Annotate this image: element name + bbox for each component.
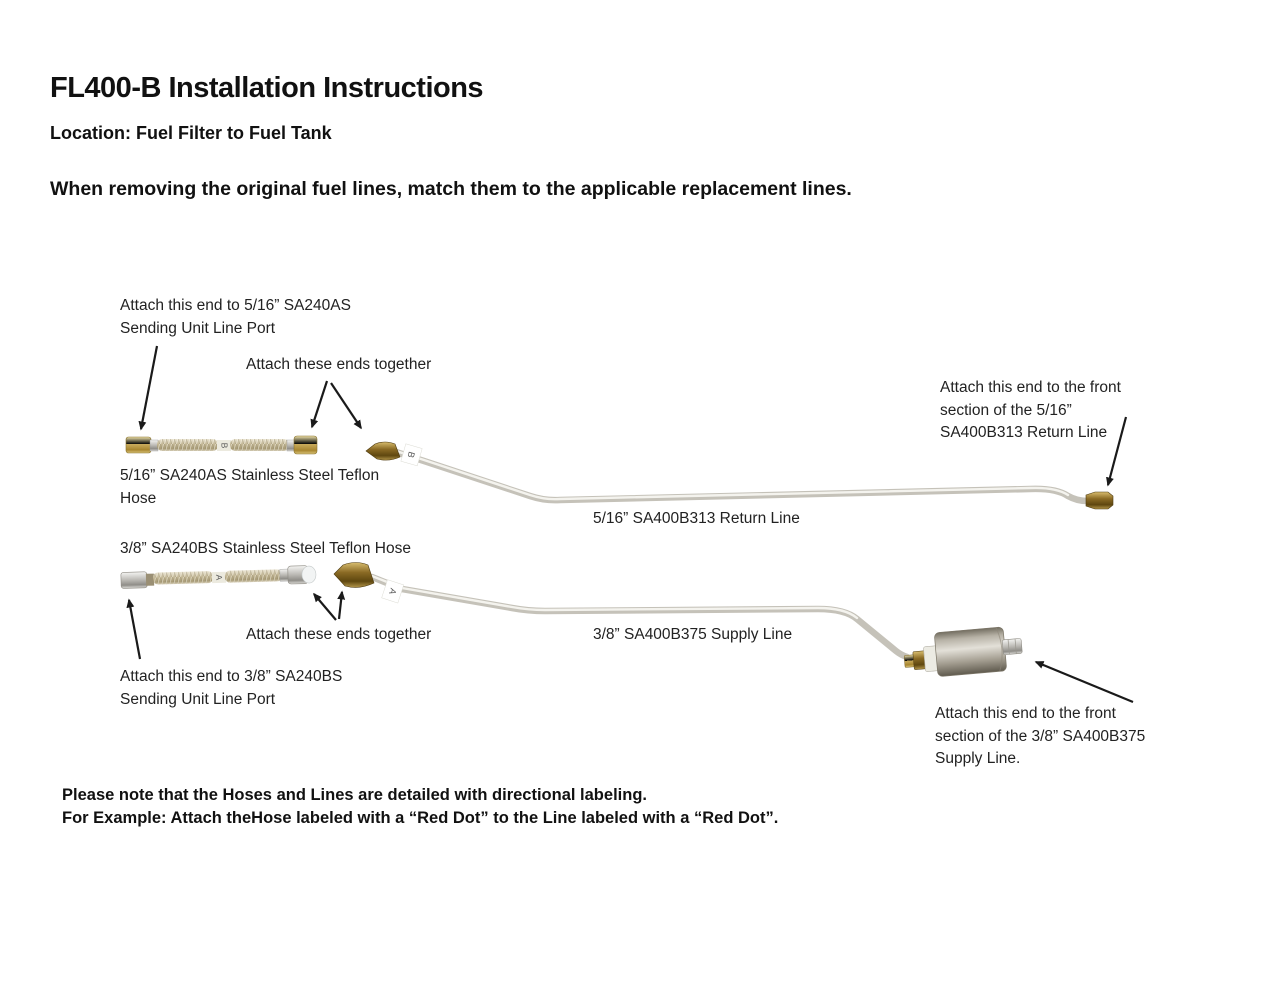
callout-line: Supply Line. — [935, 750, 1021, 767]
label-return-line: 5/16” SA400B313 Return Line — [593, 510, 800, 527]
supply-line-fitting-front — [334, 563, 374, 588]
callout-attach-together-top: Attach these ends together — [246, 356, 432, 373]
hose1-left-fitting — [126, 437, 151, 453]
callout-line: SA400B313 Return Line — [940, 424, 1108, 441]
arrow-attach-bottom-left — [314, 594, 336, 620]
page-title: FL400-B Installation Instructions — [50, 72, 484, 104]
arrow-return-line-end — [1108, 417, 1126, 485]
callout-line: Attach this end to 5/16” SA240AS — [120, 297, 351, 314]
return-line-fitting-end — [1086, 492, 1113, 509]
callout-line: Attach this end to the front — [940, 379, 1121, 396]
arrow-attach-top-right — [331, 383, 361, 428]
label-line: 5/16” SA240AS Stainless Steel Teflon — [120, 467, 380, 484]
supply-line-graphic — [334, 563, 1024, 680]
arrow-hose1-end — [141, 346, 157, 429]
hose1-right-fitting — [294, 436, 317, 454]
note-line: For Example: Attach theHose labeled with a “Red Dot” to the Line labeled with a “Red Dot”. — [62, 809, 779, 827]
arrow-hose2-end — [129, 600, 140, 659]
callout-line: Attach this end to 3/8” SA240BS — [120, 668, 343, 685]
return-line-graphic — [366, 442, 1113, 509]
label-supply-line: 3/8” SA400B375 Supply Line — [593, 626, 793, 643]
arrow-attach-top-left — [312, 381, 327, 427]
svg-text:A: A — [214, 574, 225, 581]
callout-line: Sending Unit Line Port — [120, 319, 276, 337]
svg-text:B: B — [219, 442, 230, 449]
svg-text:B: B — [405, 450, 417, 460]
callout-attach-together-bottom: Attach these ends together — [246, 626, 432, 643]
callout-line: Attach this end to the front — [935, 705, 1116, 722]
hose2-left-fitting — [121, 572, 147, 589]
instruction-text: When removing the original fuel lines, match them to the applicable replacement lines. — [50, 178, 852, 200]
hose2-graphic — [121, 565, 316, 588]
label-line: Hose — [120, 489, 157, 507]
fuel-filter-canister — [934, 627, 1007, 677]
fuel-filter — [902, 625, 1023, 679]
callout-line: section of the 3/8” SA400B375 — [935, 727, 1146, 745]
location-subtitle: Location: Fuel Filter to Fuel Tank — [50, 123, 332, 143]
callout-line: Sending Unit Line Port — [120, 690, 276, 708]
arrow-supply-line-end — [1036, 662, 1133, 702]
note-line: Please note that the Hoses and Lines are detailed with directional labeling. — [62, 786, 647, 804]
callout-line: section of the 5/16” — [940, 401, 1072, 419]
label-hose2: 3/8” SA240BS Stainless Steel Teflon Hose — [120, 540, 411, 557]
hose1-graphic — [126, 436, 317, 454]
return-line-fitting-front — [366, 442, 400, 460]
fuel-filter-outlet — [1002, 638, 1022, 655]
svg-text:A: A — [387, 587, 399, 596]
arrow-attach-bottom-right — [339, 592, 342, 619]
